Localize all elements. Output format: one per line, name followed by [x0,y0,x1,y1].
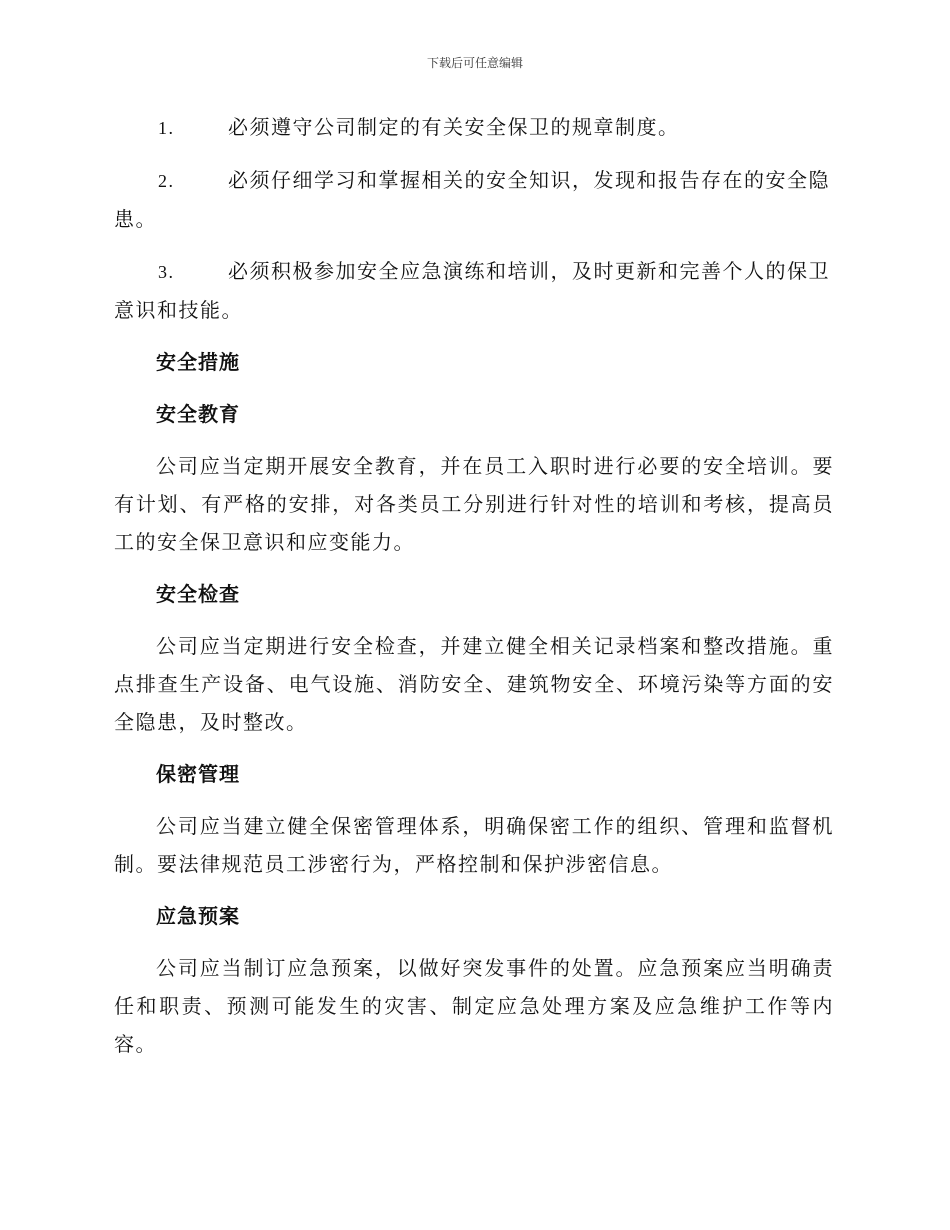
list-number: 1. [158,118,175,138]
list-item [114,108,834,147]
document-body [114,108,834,1077]
list-text: 必须积极参加安全应急演练和培训，及时更新和完善个人的保卫意识和技能。 [114,259,830,322]
page-header: 下载后可任意编辑 [426,56,523,70]
section-heading: 保密管理 [156,762,240,786]
list-number: 2. [158,171,175,191]
section-body: 公司应当制订应急预案，以做好突发事件的处置。应急预案应当明确责任和职责、预测可能发生的灾害、制定应急处理方案及应急维护工作等内容。 [114,956,834,1056]
section-heading: 安全检查 [156,582,240,606]
section-title: 安全措施 [156,350,240,374]
section-body: 公司应当建立健全保密管理体系，明确保密工作的组织、管理和监督机制。要法律规范员工涉密行为，严格控制和保护涉密信息。 [114,814,834,876]
list-item [114,252,834,329]
list-text: 必须遵守公司制定的有关安全保卫的规章制度。 [228,115,680,139]
section-heading: 应急预案 [156,904,240,928]
list-item [114,161,834,238]
section-heading: 安全教育 [156,402,240,426]
section-body: 公司应当定期开展安全教育，并在员工入职时进行必要的安全培训。要有计划、有严格的安排，对各类员工分别进行针对性的培训和考核，提高员工的安全保卫意识和应变能力。 [114,454,834,554]
list-number: 3. [158,262,175,282]
section-body: 公司应当定期进行安全检查，并建立健全相关记录档案和整改措施。重点排查生产设备、电气设施、消防安全、建筑物安全、环境污染等方面的安全隐患，及时整改。 [114,634,834,734]
list-text: 必须仔细学习和掌握相关的安全知识，发现和报告存在的安全隐患。 [114,168,830,231]
